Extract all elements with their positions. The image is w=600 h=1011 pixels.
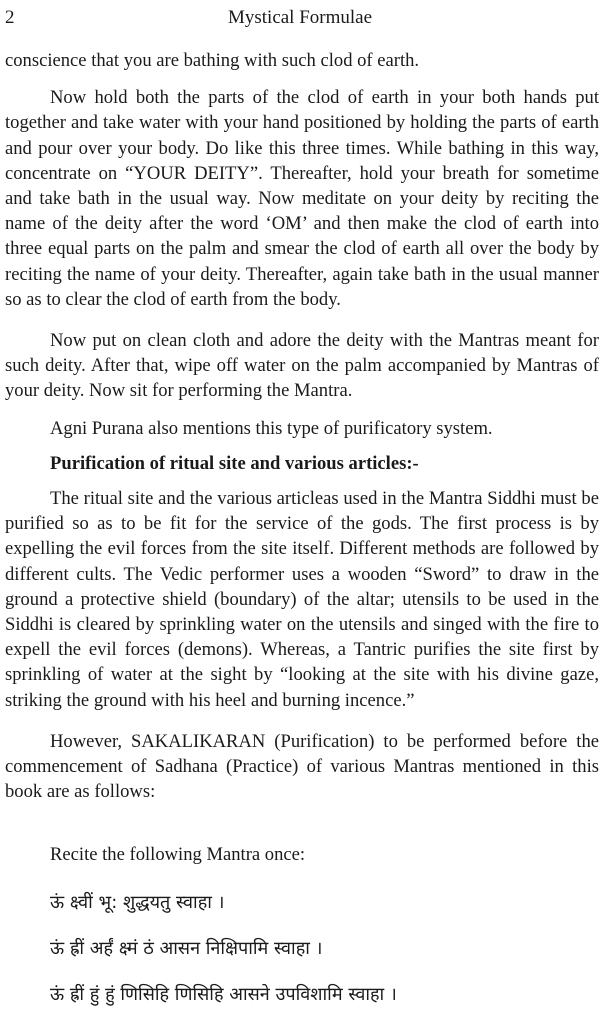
paragraph-continuation: conscience that you are bathing with such clod of earth. bbox=[5, 50, 420, 71]
section-heading: Purification of ritual site and various articles:- bbox=[50, 452, 419, 474]
paragraph-bathing-ritual: Now hold both the parts of the clod of earth in your both hands put together and take water with your hand positioned by holding the parts of earth and pour over your body. Do like this three times. While bathing in this way, concentrate on “YOUR DEITY”. Thereafter, hold your breath for sometime and take bath in the usual way. Now meditate on your deity by reciting the name of the deity after the word ‘OM’ and then make the clod of earth into three equal parts on the palm and smear the clod of earth all over the body by reciting the name of your deity. Thereafter, again take bath in the usual manner so as to clear the clod of earth from the body. bbox=[5, 87, 599, 310]
page-header bbox=[0, 6, 600, 32]
mantra-line: ऊं ह्रीं हुं हुं णिसिहि णिसिहि आसने उपविशामि स्वाहा । bbox=[50, 983, 397, 1005]
paragraph-recite-instruction: Recite the following Mantra once: bbox=[50, 844, 306, 866]
mantra-line: ऊं क्ष्वीं भू: शुद्धयतु स्वाहा । bbox=[50, 891, 225, 913]
paragraph-sakalikaran: However, SAKALIKARAN (Purification) to be performed before the commencement of Sadhana (Practice) of various Mantras mentioned in this book are as follows: bbox=[5, 730, 599, 803]
paragraph-ritual-site: The ritual site and the various articleas used in the Mantra Siddhi must be purified so as to be fit for the service of the gods. The first process is by expelling the evil forces from the site itself. Different methods are followed by different cults. The Vedic performer uses a wooden “Sword” to draw in the ground a protective shield (boundary) of the altar; utensils to be used in the Siddhi is cleared by sprinkling water on the utensils and singed with the fire to expell the evil forces (demons). Whereas, a Tantric purifies the site first by sprinkling of water at the sight by “looking at the site with his divine gaze, striking the ground with his heel and burning incence.” bbox=[5, 488, 599, 711]
mantra-line: ऊं ह्रीं अर्हं क्ष्मं ठं आसन निक्षिपामि स्वाहा । bbox=[50, 937, 323, 959]
running-title: Mystical Formulae bbox=[227, 7, 373, 28]
page-body bbox=[5, 48, 599, 1008]
paragraph-agni-purana: Agni Purana also mentions this type of purificatory system. bbox=[50, 417, 493, 439]
paragraph-adore-deity: Now put on clean cloth and adore the deity with the Mantras meant for such deity. After that, wipe off water on the palm accompanied by Mantras of your deity. Now sit for performing the Mantra. bbox=[5, 330, 599, 402]
page-number: 2 bbox=[5, 7, 15, 28]
